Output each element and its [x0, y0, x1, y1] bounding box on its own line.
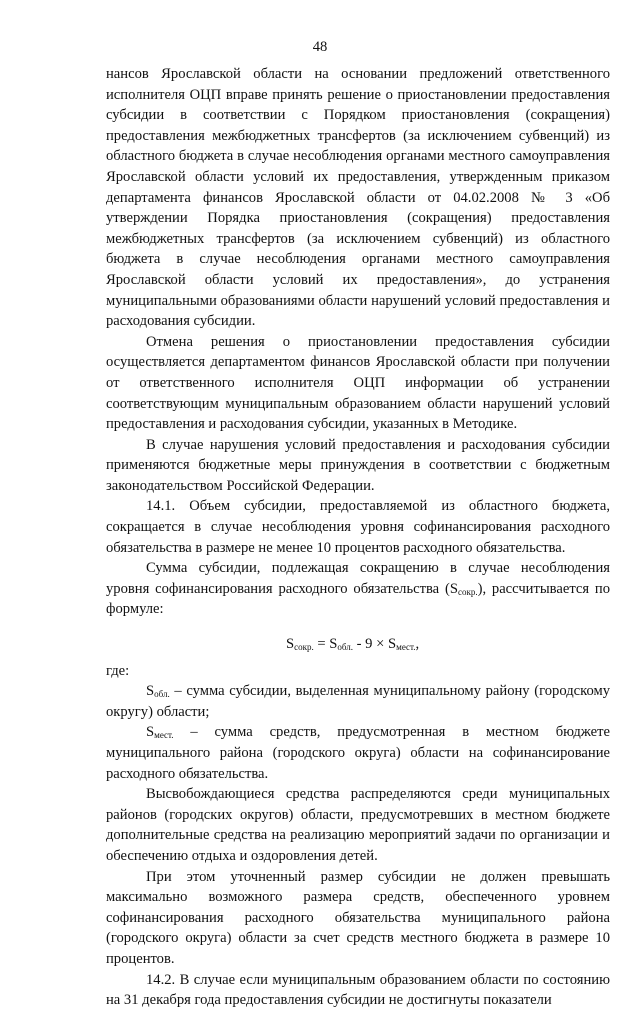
definition-text: – сумма средств, предусмотренная в местном бюджете муниципального района (городского округа) области на софинансирование расходного обязательства.: [106, 724, 610, 782]
paragraph: Отмена решения о приостановлении предоставления субсидии осуществляется департаментом финансов Ярославской области при получении от ответственного исполнителя ОЦП информации об устранении соответствующим муниципальным образованием области нарушений условий предоставления и расходования субсидии, указанных в Методике.: [106, 333, 610, 433]
paragraph: В случае нарушения условий предоставления и расходования субсидии применяются бюджетные меры принуждения в соответствии с бюджетным законодательством Российской Федерации.: [106, 436, 610, 494]
document-body: [106, 64, 610, 1011]
paragraph: Высвобождающиеся средства распределяются среди муниципальных районов (городских округов) области, предусмотревших в местном бюджете дополнительные средства на реализацию мероприятий задачи по организации и обеспечению отдыха и оздоровления детей.: [106, 786, 610, 864]
where-label: где:: [106, 662, 130, 679]
definition-s-obl: [106, 681, 610, 722]
definition-symbol: S: [146, 724, 155, 741]
sum-paragraph-subscript: сокр.: [457, 586, 478, 597]
formula-sub3: мест.: [396, 642, 416, 653]
paragraph: 14.1. Объем субсидии, предоставляемой из областного бюджета, сокращается в случае несоблюдения уровня софинансирования расходного обязательства в размере не менее 10 процентов расходного обязательства.: [106, 498, 610, 556]
formula-sub1: сокр.: [294, 642, 314, 653]
sum-paragraph-text-end: ), рассчитывается по формуле:: [106, 580, 610, 618]
definition-text: – сумма субсидии, выделенная муниципальному району (городскому округу) области;: [106, 683, 610, 720]
formula-s1: S: [286, 636, 295, 653]
sum-paragraph-text-start: Сумма субсидии, подлежащая сокращению в случае несоблюдения уровня софинансирования расходного обязательства (S: [106, 560, 610, 597]
paragraph: 14.2. В случае если муниципальным образованием области по состоянию на 31 декабря года предоставления субсидии не достигнуты показатели: [106, 971, 610, 1009]
formula-mid1: = S: [313, 636, 338, 653]
definition-s-mest: [106, 722, 610, 784]
paragraph: При этом уточненный размер субсидии не должен превышать максимально возможного размера средств, обеспеченного уровнем софинансирования расходного обязательства муниципального района (городского округа) области за счет средств местного бюджета в размере 10 процентов.: [106, 868, 610, 967]
page-number: 48: [312, 39, 328, 55]
definition-subscript: мест.: [154, 730, 174, 741]
definition-subscript: обл.: [154, 689, 170, 700]
formula: [106, 634, 610, 655]
definition-symbol: S: [146, 683, 155, 700]
formula-mid2: - 9 × S: [353, 636, 397, 653]
paragraph: нансов Ярославской области на основании предложений ответственного исполнителя ОЦП вправе принять решение о приостановлении предоставления субсидии в соответствии с Порядком приостановления (сокращения) предоставления межбюджетных трансфертов (за исключением субвенций) из областного бюджета в случае несоблюдения органами местного самоуправления Ярославской области условий их предоставления, утвержденным приказом департамента финансов Ярославской области от 04.02.2008 № 3 «Об утверждении Порядка приостановления (сокращения) предоставления межбюджетных трансфертов (за исключением субвенций) из областного бюджета в случае несоблюдения органами местного самоуправления Ярославской области условий их предоставления», до устранения муниципальными образованиями области нарушений условий предоставления и расходования субсидии.: [106, 66, 610, 330]
formula-end: ,: [415, 636, 420, 653]
sum-paragraph: [106, 558, 610, 620]
formula-sub2: обл.: [337, 642, 354, 653]
